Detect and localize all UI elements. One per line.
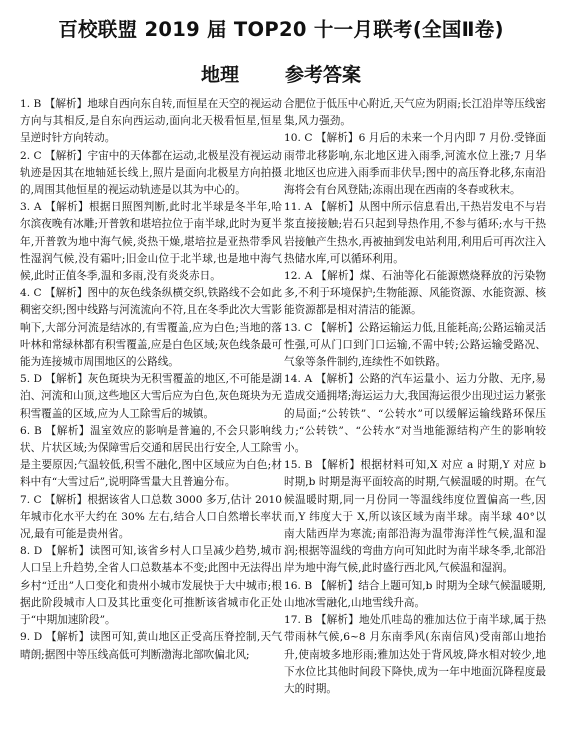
answer-number: 2 xyxy=(20,149,27,162)
analysis-tag: 【解析】 xyxy=(315,132,359,145)
document-subtitle xyxy=(0,60,562,87)
analysis-text: 根据该省人口总数 3000 多万,估计 2010 年城市化水平大约在 30% 左右,结合人口自然增长率状况,最有可能是贵州省。 xyxy=(20,493,282,541)
analysis-tag: 【解析】 xyxy=(45,287,88,300)
answer-choice: B xyxy=(304,459,313,472)
analysis-tag: 【解析】 xyxy=(315,373,359,386)
answer-item: 3. A 【解析】根据日照图判断,此时北半球是冬半年,哈尔滨夜晚有冰雕;开普敦和堪培拉位于南半球,此时为夏半年,开普敦为地中海气候,炎热干燥,堪培拉是亚热带季风性湿润气候,没有霜叶;旧金山位于北半球,也是地中海气候,此时正值冬季,温和多雨,没有炎炎赤日。 xyxy=(20,201,282,283)
answer-choice: A xyxy=(33,201,42,214)
analysis-text: 宇宙中的天体都在运动,北极星没有视运动轨迹是因其在地轴延长线上,照片是面向北极星方向拍摄的,周围其他恒星的视运动轨迹是以其为中心的。 xyxy=(20,149,282,197)
answer-number: 10 xyxy=(284,132,298,145)
answer-number: 7 xyxy=(20,493,27,506)
answer-choice: D xyxy=(33,631,43,644)
answer-number: 12 xyxy=(284,270,298,283)
analysis-tag: 【解析】 xyxy=(45,424,91,437)
analysis-tag: 【解析】 xyxy=(315,614,360,627)
analysis-tag: 【解析】 xyxy=(315,201,359,214)
answer-item: 15. B 【解析】根据材料可知,X 对应 a 时期,Y 对应 b 时期,b 时期是海平面较高的时期,气候温暖的时期。在气候温暖时期,同一月份同一等温线纬度位置偏高一些,因而,Y 纬度大于 X,所以该区域为南半球。南半球 40°以南大陆西岸为寒流;南部沿海为温带海洋性气候,温和湿润;根据等温线的弯曲方向可知此时为南半球冬季,北部沿岸为地中海气候,此时盛行西北风,气候温和湿润。 xyxy=(284,459,546,575)
answer-item: 10. C 【解析】6 月后的未来一个月内即 7 月份.受锋面雨带北移影响,东北地区进入雨季,河流水位上涨;7 月华北地区也应进入雨季而非伏旱;图中的高压脊北移,东南沿海将会有台风登陆;冻雨出现在西南的冬春或秋末。 xyxy=(284,132,546,197)
answer-choice: D xyxy=(33,373,42,386)
answer-number: 8 xyxy=(20,545,27,558)
answer-number: 11 xyxy=(284,201,298,214)
answer-choice: C xyxy=(33,493,42,506)
analysis-text: 6 月后的未来一个月内即 7 月份.受锋面雨带北移影响,东北地区进入雨季,河流水位上涨;7 月华北地区也应进入雨季而非伏旱;图中的高压脊北移,东南沿海将会有台风登陆;冻雨出现在西南的冬春或秋末。 xyxy=(284,132,546,197)
answer-choice: C xyxy=(33,149,42,162)
answer-number: 15 xyxy=(284,459,298,472)
answer-item: 9. D 【解析】读图可知,黄山地区正受高压脊控制,天气晴朗;据图中等压线高低可判断渤海北部吹偏北风; xyxy=(20,631,282,661)
analysis-tag: 【解析】 xyxy=(44,98,88,110)
analysis-text: 根据日照图判断,此时北半球是冬半年,哈尔滨夜晚有冰雕;开普敦和堪培拉位于南半球,此时为夏半年,开普敦为地中海气候,炎热干燥,堪培拉是亚热带季风性湿润气候,没有霜叶;旧金山位于北半球,也是地中海气候,此时正值冬季,温和多雨,没有炎炎赤日。 xyxy=(20,201,282,283)
right-column xyxy=(284,96,546,741)
answer-item xyxy=(284,96,546,130)
answer-item: 12. A 【解析】煤、石油等化石能源燃烧释放的污染物多,不利于环境保护;生物能源、风能资源、水能资源、核能资源都是相对清洁的能源。 xyxy=(284,270,546,317)
analysis-text: 公路的汽车运量小、运力分散、无序,易造成交通拥堵;海运运力大,我国海运很少出现过运力紧张的局面;“公转铁”、“公转水”可以缓解运输线路环保压力;“公转铁”、“公转水”对当地能源结构产生的影响较小。 xyxy=(284,373,546,455)
answer-item: 4. C 【解析】图中的灰色线条纵横交织,铁路线不会如此稠密交织;图中线路与河流流向不符,且在冬季此次大雪影响下,大部分河流是结冰的,有雪覆盖,应为白色;当地的落叶林和常绿林都有积雪覆盖,应是白色区域;灰色线条最可能为连接城市周围地区的公路线。 xyxy=(20,287,282,369)
analysis-text: 图中的灰色线条纵横交织,铁路线不会如此稠密交织;图中线路与河流流向不符,且在冬季此次大雪影响下,大部分河流是结冰的,有雪覆盖,应为白色;当地的落叶林和常绿林都有积雪覆盖,应是白色区域;灰色线条最可能为连接城市周围地区的公路线。 xyxy=(20,287,282,369)
analysis-tag: 【解析】 xyxy=(45,631,90,644)
answer-number: 3 xyxy=(20,201,27,214)
answer-number: 9 xyxy=(20,631,27,644)
analysis-tag: 【解析】 xyxy=(45,545,90,558)
answer-number: 17 xyxy=(284,614,298,627)
answer-number: 5 xyxy=(20,373,27,386)
subject-label: 地理 xyxy=(200,64,239,86)
analysis-tag: 【解析】 xyxy=(315,579,359,592)
answer-item: 1. B 【解析】地球自西向东自转,而恒星在天空的视运动方向与其相反,是自东向西运动,面向北天极看恒星,恒星呈逆时针方向转动。 xyxy=(20,98,282,145)
answer-item: 6. B 【解析】温室效应的影响是普遍的,不会只影响线状、片状区域;为保障雪后交通和居民出行安全,人工除雪是主要原因;气温较低,积雪不融化,图中区域应为白色;材料中有“大雪过后”,说明降雪量大且普遍分布。 xyxy=(20,424,282,489)
analysis-tag: 【解析】 xyxy=(316,270,360,283)
analysis-tag: 【解析】 xyxy=(45,149,88,162)
answer-choice: B xyxy=(33,98,42,110)
answer-choice: B xyxy=(304,614,313,627)
answer-item: 13. C 【解析】公路运输运力低,且能耗高;公路运输灵活性强,可从门口到门口运输,不需中转;公路运输受路况、气象等条件制约,连续性不如铁路。 xyxy=(284,321,546,369)
answer-choice: C xyxy=(33,287,42,300)
answer-choice: D xyxy=(33,545,43,558)
answer-item: 14. A 【解析】公路的汽车运量小、运力分散、无序,易造成交通拥堵;海运运力大,我国海运很少出现过运力紧张的局面;“公转铁”、“公转水”可以缓解运输线路环保压力;“公转铁”、“公转水”对当地能源结构产生的影响较小。 xyxy=(284,373,546,455)
answer-choice: C xyxy=(304,132,313,145)
answer-item: 16. B 【解析】结合上题可知,b 时期为全球气候温暖期,山地冰雪融化,山地雪线升高。 xyxy=(284,579,546,609)
analysis-text: 读图可知,黄山地区正受高压脊控制,天气晴朗;据图中等压线高低可判断渤海北部吹偏北风; xyxy=(20,631,282,661)
answer-number: 4 xyxy=(20,287,27,300)
answer-choice: C xyxy=(304,321,313,334)
document-title: 百校联盟 2019 届 TOP20 十一月联考(全国Ⅱ卷) xyxy=(58,18,504,41)
analysis-text: 结合上题可知,b 时期为全球气候温暖期,山地冰雪融化,山地雪线升高。 xyxy=(284,579,546,609)
analysis-text: 合肥位于低压中心附近,天气应为阴雨;长江沿岸等压线密集,风力强劲。 xyxy=(284,98,546,128)
analysis-tag: 【解析】 xyxy=(45,373,88,386)
answer-choice: B xyxy=(304,579,313,592)
answer-choice: B xyxy=(33,424,42,437)
answer-item: 5. D 【解析】灰色斑块为无积雪覆盖的地区,不可能是湖泊、河流和山顶,这些地区大雪后应为白色,灰色斑块为无积雪覆盖的区域,应为人工除雪后的城镇。 xyxy=(20,373,282,420)
answer-item: 7. C 【解析】根据该省人口总数 3000 多万,估计 2010 年城市化水平大约在 30% 左右,结合人口自然增长率状况,最有可能是贵州省。 xyxy=(20,493,282,541)
left-column xyxy=(20,96,282,741)
answer-item: 17. B 【解析】地处爪哇岛的雅加达位于南半球,属于热带雨林气候,6~8 月东南季风(东南信风)受南部山地抬升,使南坡多地形雨;雅加达处于背风坡,降水相对较少,地下水位比其他时间段下降快,成为一年中地面沉降程度最大的时期。 xyxy=(284,614,546,695)
answer-choice: A xyxy=(304,373,313,386)
answer-choice: A xyxy=(304,270,313,283)
analysis-text: 煤、石油等化石能源燃烧释放的污染物多,不利于环境保护;生物能源、风能资源、水能资源、核能资源都是相对清洁的能源。 xyxy=(284,270,546,317)
analysis-tag: 【解析】 xyxy=(315,321,359,334)
answer-choice: A xyxy=(304,201,313,214)
answer-number: 16 xyxy=(284,579,298,592)
answer-item: 2. C 【解析】宇宙中的天体都在运动,北极星没有视运动轨迹是因其在地轴延长线上,照片是面向北极星方向拍摄的,周围其他恒星的视运动轨迹是以其为中心的。 xyxy=(20,149,282,197)
answer-number: 14 xyxy=(284,373,298,386)
analysis-text: 读图可知,该省乡村人口呈减少趋势,城市人口呈上升趋势,全省人口总数基本不变;此图中无法得出乡村“迁出”人口变化和贵州小城市发展快于大中城市;根据此阶段城市人口及其比重变化可推断该省城市化正处于“中期加速阶段”。 xyxy=(20,545,282,627)
analysis-text: 地处爪哇岛的雅加达位于南半球,属于热带雨林气候,6~8 月东南季风(东南信风)受南部山地抬升,使南坡多地形雨;雅加达处于背风坡,降水相对较少,地下水位比其他时间段下降快,成为一年中地面沉降程度最大的时期。 xyxy=(284,614,546,695)
analysis-text: 温室效应的影响是普遍的,不会只影响线状、片状区域;为保障雪后交通和居民出行安全,人工除雪是主要原因;气温较低,积雪不融化,图中区域应为白色;材料中有“大雪过后”,说明降雪量大且普遍分布。 xyxy=(20,424,282,489)
analysis-text: 灰色斑块为无积雪覆盖的地区,不可能是湖泊、河流和山顶,这些地区大雪后应为白色,灰色斑块为无积雪覆盖的区域,应为人工除雪后的城镇。 xyxy=(20,373,282,420)
analysis-text: 根据材料可知,X 对应 a 时期,Y 对应 b 时期,b 时期是海平面较高的时期,气候温暖的时期。在气候温暖时期,同一月份同一等温线纬度位置偏高一些,因而,Y 纬度大于 X,所以该区域为南半球。南半球 40°以南大陆西岸为寒流;南部沿海为温带海洋性气候,温和湿润;根据等温线的弯曲方向可知此时为南半球冬季,北部沿岸为地中海气候,此时盛行西北风,气候温和湿润。 xyxy=(284,459,546,575)
analysis-tag: 【解析】 xyxy=(45,201,89,214)
analysis-text: 从图中所示信息看出,干热岩发电不与岩浆直接接触;岩石只起到导热作用,不参与循环;水与干热岩接触产生热水,再被抽到发电站利用,利用后可再次注入热储水库,可以循环利用。 xyxy=(284,201,546,265)
analysis-tag: 【解析】 xyxy=(44,493,88,506)
answer-number: 6 xyxy=(20,424,27,437)
analysis-text: 地球自西向东自转,而恒星在天空的视运动方向与其相反,是自东向西运动,面向北天极看恒星,恒星呈逆时针方向转动。 xyxy=(20,98,282,145)
answer-number: 1 xyxy=(20,98,27,110)
doc-type-label: 参考答案 xyxy=(285,64,362,86)
answer-item: 8. D 【解析】读图可知,该省乡村人口呈减少趋势,城市人口呈上升趋势,全省人口总数基本不变;此图中无法得出乡村“迁出”人口变化和贵州小城市发展快于大中城市;根据此阶段城市人口及其比重变化可推断该省城市化正处于“中期加速阶段”。 xyxy=(20,545,282,627)
answer-number: 13 xyxy=(284,321,298,334)
analysis-text: 公路运输运力低,且能耗高;公路运输灵活性强,可从门口到门口运输,不需中转;公路运输受路况、气象等条件制约,连续性不如铁路。 xyxy=(284,321,546,369)
analysis-tag: 【解析】 xyxy=(316,459,361,472)
answer-item: 11. A 【解析】从图中所示信息看出,干热岩发电不与岩浆直接接触;岩石只起到导热作用,不参与循环;水与干热岩接触产生热水,再被抽到发电站利用,利用后可再次注入热储水库,可以循环利用。 xyxy=(284,201,546,265)
